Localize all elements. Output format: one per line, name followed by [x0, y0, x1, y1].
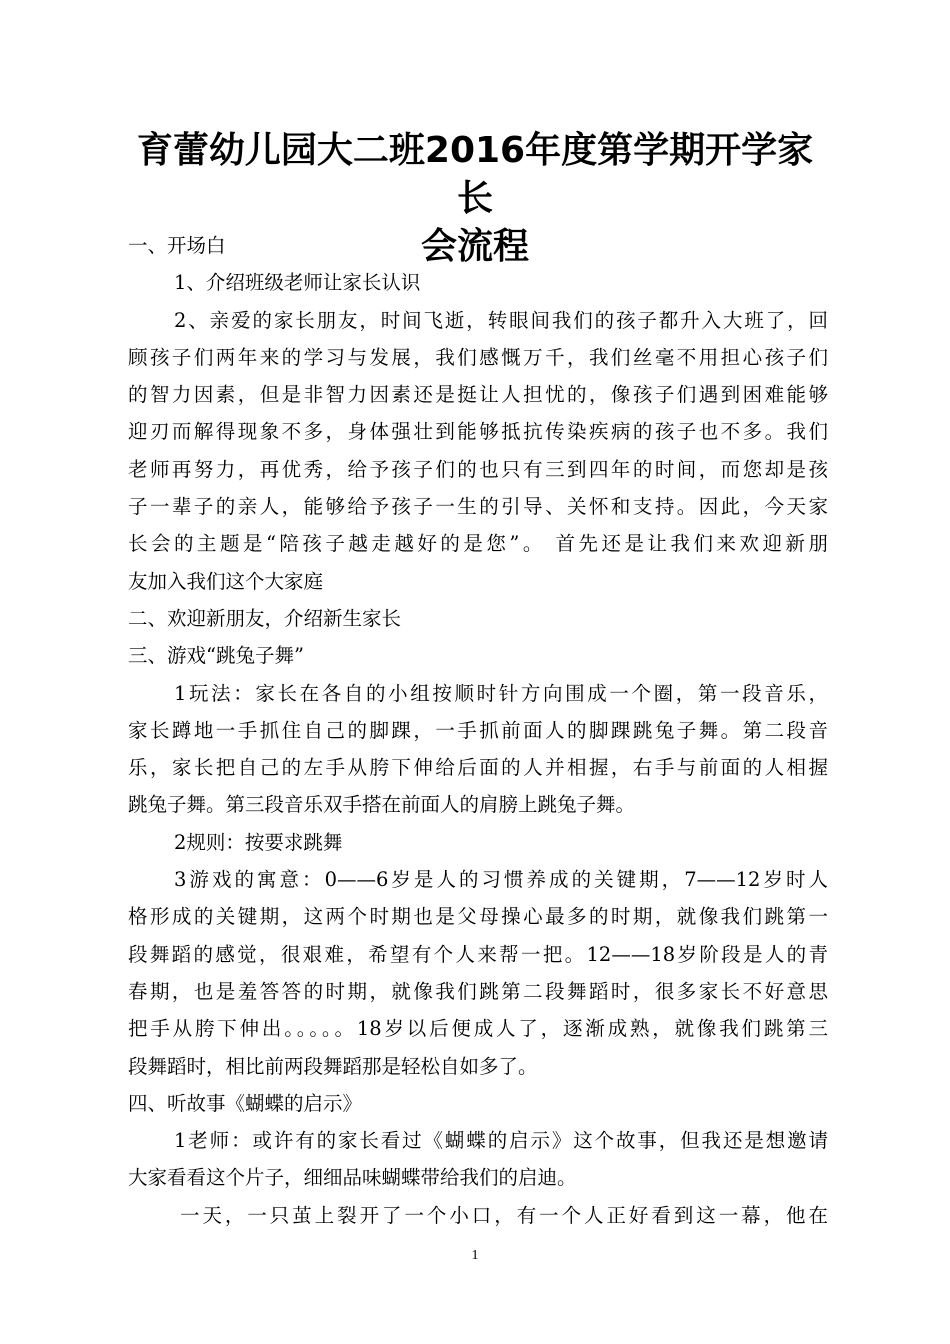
title-line-2: 会流程 [420, 226, 529, 267]
paragraph-line: 1老师：或许有的家长看过《蝴蝶的启示》这个故事，但我还是想邀请 [174, 1129, 828, 1153]
paragraph-line: 2、亲爱的家长朋友，时间飞逝，转眼间我们的孩子都升入大班了，回 [174, 308, 828, 332]
paragraph-line: 3游戏的寓意：0——6岁是人的习惯养成的关键期，7——12岁时人 [174, 868, 828, 892]
title-line-1: 育蕾幼儿园大二班2016年度第学期开学家长 [136, 130, 814, 219]
paragraph-line: 乐，家长把自己的左手从胯下伸给后面的人并相握，右手与前面的人相握 [128, 756, 828, 780]
section-heading-3: 三、游戏“跳兔子舞” [128, 644, 304, 668]
paragraph-line: 1玩法：家长在各自的小组按顺时针方向围成一个圈，第一段音乐， [174, 681, 828, 705]
paragraph-line: 跳兔子舞。第三段音乐双手搭在前面人的肩膀上跳兔子舞。 [128, 793, 636, 817]
paragraph-line: 大家看看这个片子，细细品味蝴蝶带给我们的启迪。 [128, 1166, 577, 1190]
paragraph-line: 1、介绍班级老师让家长认识 [174, 271, 421, 295]
paragraph-line: 迎刃而解得现象不多，身体强壮到能够抵抗传染疾病的孩子也不多。我们 [128, 420, 828, 444]
section-heading-2: 二、欢迎新朋友，介绍新生家长 [128, 606, 402, 630]
paragraph-line: 家长蹲地一手抓住自己的脚踝，一手抓前面人的脚踝跳兔子舞。第二段音 [128, 718, 828, 742]
paragraph-line: 春期，也是羞答答的时期，就像我们跳第二段舞蹈时，很多家长不好意思 [128, 979, 828, 1003]
paragraph-line: 把手从胯下伸出。。。。。18岁以后便成人了，逐渐成熟，就像我们跳第三 [128, 1017, 828, 1041]
paragraph-line: 子一辈子的亲人，能够给予孩子一生的引导、关怀和支持。因此，今天家 [128, 495, 828, 519]
paragraph-line: 2规则：按要求跳舞 [174, 830, 343, 854]
page-number: 1 [471, 1248, 479, 1263]
paragraph-line: 段舞蹈时，相比前两段舞蹈那是轻松自如多了。 [128, 1054, 538, 1078]
paragraph-line: 长会的主题是“陪孩子越走越好的是您”。 首先还是让我们来欢迎新朋 [128, 532, 828, 556]
paragraph-line: 段舞蹈的感觉，很艰难，希望有个人来帮一把。12——18岁阶段是人的青 [128, 942, 828, 966]
section-heading-1: 一、开场白 [128, 234, 226, 257]
paragraph-line: 顾孩子们两年来的学习与发展，我们感慨万千，我们丝毫不用担心孩子们 [128, 345, 828, 369]
paragraph-line: 一天，一只茧上裂开了一个小口，有一个人正好看到这一幕，他在 [180, 1203, 828, 1227]
document-body [128, 227, 828, 1234]
paragraph-line: 格形成的关键期，这两个时期也是父母操心最多的时期，就像我们跳第一 [128, 905, 828, 929]
section-heading-4: 四、听故事《蝴蝶的启示》 [128, 1091, 363, 1115]
paragraph-line: 老师再努力，再优秀，给予孩子们的也只有三到四年的时间，而您却是孩 [128, 457, 828, 481]
paragraph-line: 友加入我们这个大家庭 [128, 569, 324, 593]
paragraph-line: 的智力因素，但是非智力因素还是挺让人担忧的，像孩子们遇到困难能够 [128, 383, 828, 407]
